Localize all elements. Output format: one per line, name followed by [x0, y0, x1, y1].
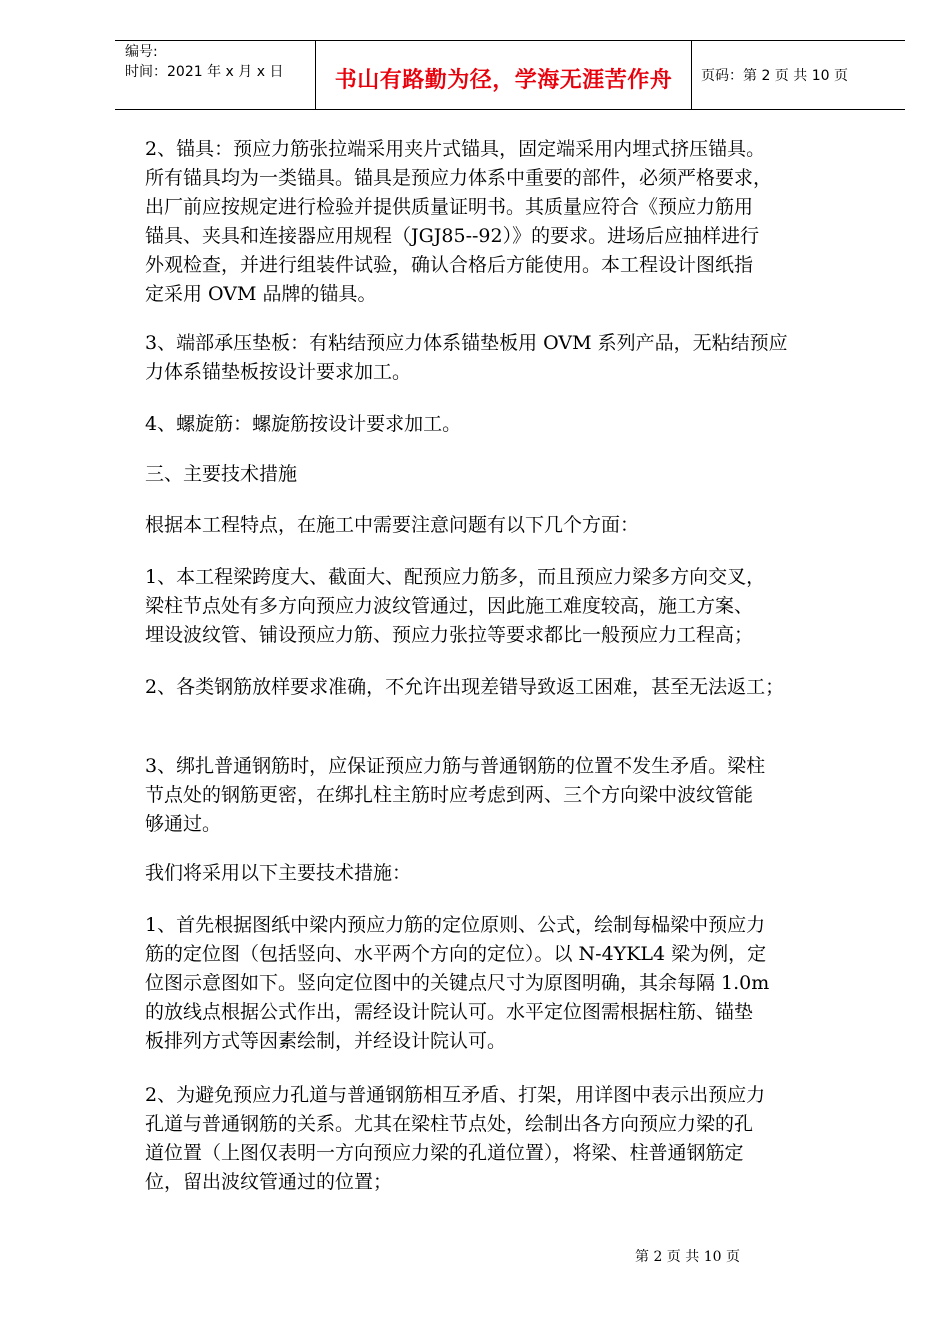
section-heading: 三、主要技术措施 [145, 463, 298, 485]
paragraph-measure-2: 2、为避免预应力孔道与普通钢筋相互矛盾、打架，用详图中表示出预应力 孔道与普通钢筋的关系。尤其在梁柱节点处，绘制出各方向预应力梁的孔 道位置（上图仅表明一方向预应力梁的孔道位置），将梁、柱普通钢筋定 位，留出波纹管通过的位置； [145, 1084, 766, 1193]
paragraph-measures-intro: 我们将采用以下主要技术措施： [145, 862, 412, 884]
paragraph-anchor: 2、锚具：预应力筋张拉端采用夹片式锚具，固定端采用内埋式挤压锚具。 所有锚具均为一类锚具。锚具是预应力体系中重要的部件，必须严格要求， 出厂前应按规定进行检验并提供质量证明书。其质量应符合《预应力筋用 锚具、夹具和连接器应用规程（JGJ85--92）》的要求。进场后应抽样进行 外观检查，并进行组装件试验，确认合格后方能使用。本工程设计图纸指 定采用 OVM 品牌的锚具。 [145, 138, 773, 305]
header-page-info: 页码：第 2 页 共 10 页 [701, 68, 848, 84]
header-page-cell [691, 41, 905, 109]
paragraph-measure-1: 1、首先根据图纸中梁内预应力筋的定位原则、公式，绘制每榀梁中预应力 筋的定位图（包括竖向、水平两个方向的定位）。以 N-4YKL4 梁为例，定 位图示意图如下。竖向定位图中的关键点尺寸为原图明确，其余每隔 1.0m 的放线点根据公式作出，需经设计院认可。水平定位图需根据柱筋、锚垫 板排列方式等因素绘制，并经设计院认可。 [145, 914, 770, 1052]
paragraph-intro: 根据本工程特点，在施工中需要注意问题有以下几个方面： [145, 514, 640, 536]
paragraph-issue-3: 3、绑扎普通钢筋时，应保证预应力筋与普通钢筋的位置不发生矛盾。梁柱 节点处的钢筋更密，在绑扎柱主筋时应考虑到两、三个方向梁中波纹管能 够通过。 [145, 755, 766, 835]
document-number-label: 编号: [125, 44, 158, 60]
header-motto: 书山有路勤为径，学海无涯苦作舟 [334, 68, 673, 93]
paragraph-issue-2: 2、各类钢筋放样要求准确，不允许出现差错导致返工困难，甚至无法返工； [145, 676, 785, 698]
paragraph-issue-1: 1、本工程梁跨度大、截面大、配预应力筋多，而且预应力梁多方向交叉， 梁柱节点处有多方向预应力波纹管通过，因此施工难度较高，施工方案、 埋设波纹管、铺设预应力筋、预应力张拉等要求都比一般预应力工程高； [145, 566, 766, 646]
document-time-label: 时间：2021 年 x 月 x 日 [125, 64, 284, 80]
page-footer: 第 2 页 共 10 页 [635, 1249, 740, 1265]
paragraph-spiral-rebar: 4、螺旋筋：螺旋筋按设计要求加工。 [145, 413, 462, 435]
page-header [115, 40, 905, 110]
paragraph-bearing-plate: 3、端部承压垫板：有粘结预应力体系锚垫板用 OVM 系列产品，无粘结预应 力体系锚垫板按设计要求加工。 [145, 332, 788, 383]
header-meta-cell [115, 41, 315, 109]
header-motto-cell [315, 41, 692, 109]
